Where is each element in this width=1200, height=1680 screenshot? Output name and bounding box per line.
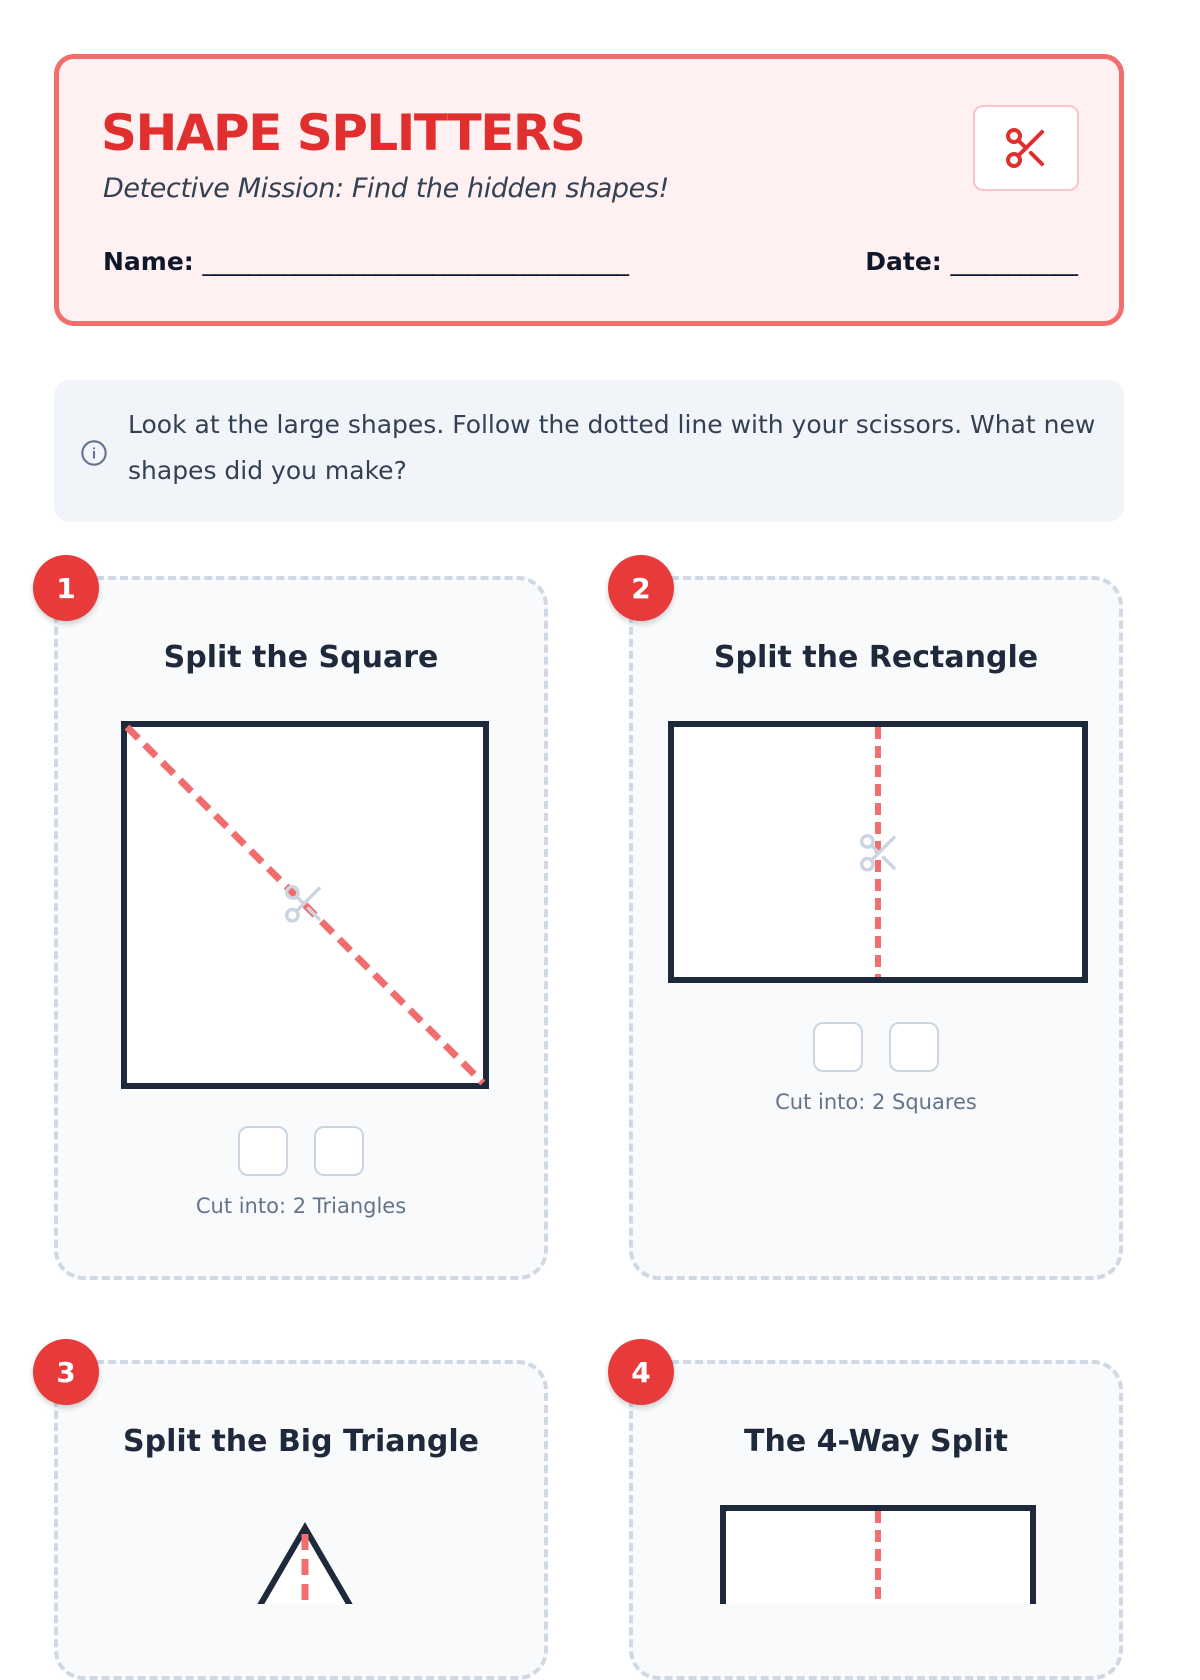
answer-boxes xyxy=(58,1126,544,1176)
square-shape xyxy=(120,720,490,1090)
worksheet-subtitle: Detective Mission: Find the hidden shapes! xyxy=(103,173,669,204)
exercise-card-1 xyxy=(54,576,548,1280)
cut-result-label: Cut into: 2 Squares xyxy=(775,1090,977,1114)
instructions-text: Look at the large shapes. Follow the dotted line with your scissors. What new shapes did you make? xyxy=(128,410,1096,485)
step-number-badge: 3 xyxy=(33,1339,99,1405)
four-way-square-shape xyxy=(719,1504,1037,1604)
cut-result-label: Cut into: 2 Triangles xyxy=(195,1194,407,1218)
exercise-card-4 xyxy=(629,1360,1123,1680)
name-blank[interactable]: _____________________________________ xyxy=(202,247,629,276)
exercise-card-2 xyxy=(629,576,1123,1280)
exercise-card-3 xyxy=(54,1360,548,1680)
scissors-badge xyxy=(973,105,1079,191)
info-icon xyxy=(80,439,108,467)
card-title: Split the Rectangle xyxy=(713,640,1039,675)
instructions-panel xyxy=(54,380,1124,522)
rectangle-shape xyxy=(667,720,1089,984)
answer-box[interactable] xyxy=(238,1126,288,1176)
answer-box[interactable] xyxy=(314,1126,364,1176)
answer-box[interactable] xyxy=(813,1022,863,1072)
triangle-shape xyxy=(120,1504,490,1604)
card-title: The 4-Way Split xyxy=(744,1424,1008,1459)
name-field[interactable] xyxy=(103,245,628,279)
answer-boxes xyxy=(633,1022,1119,1072)
card-title: Split the Square xyxy=(163,640,439,675)
worksheet-header xyxy=(54,54,1124,326)
answer-box[interactable] xyxy=(889,1022,939,1072)
step-number-badge: 4 xyxy=(608,1339,674,1405)
date-field[interactable] xyxy=(865,245,1077,279)
date-blank[interactable]: ___________ xyxy=(950,247,1077,276)
name-label: Name: xyxy=(103,247,194,276)
worksheet-title: SHAPE SPLITTERS xyxy=(101,104,585,162)
scissors-icon xyxy=(1002,124,1050,172)
step-number-badge: 1 xyxy=(33,555,99,621)
date-label: Date: xyxy=(865,247,942,276)
step-number-badge: 2 xyxy=(608,555,674,621)
card-title: Split the Big Triangle xyxy=(123,1424,479,1459)
